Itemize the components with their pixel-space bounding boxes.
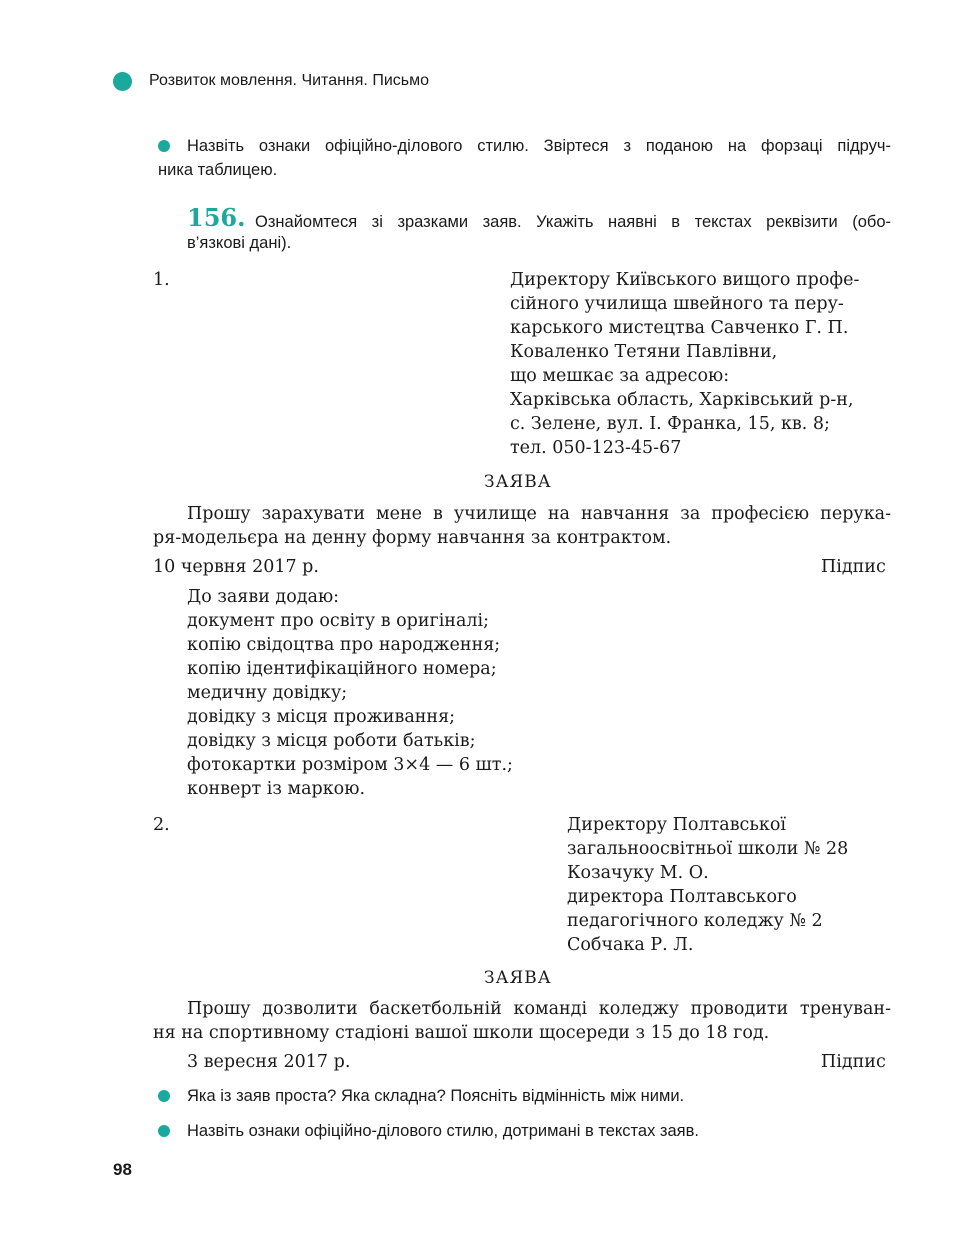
addressee-line: Директору Київського вищого профе- (510, 270, 860, 290)
bullet-icon (158, 1090, 170, 1102)
statement-2-date: 3 вересня 2017 р. (187, 1052, 351, 1072)
question-1: Яка із заяв проста? Яка складна? Поясніть відмінність між ними. (187, 1087, 685, 1105)
task-text-line-1: Ознайомтеся зі зразками заяв. Укажіть наявні в текстах реквізити (обо- (255, 213, 891, 231)
attachments-intro: До заяви додаю: (187, 587, 340, 607)
statement-1-attachments (187, 585, 513, 801)
task-text-line-2: в’язкові дані). (187, 234, 292, 252)
attachment-item: фотокартки розміром 3×4 — 6 шт.; (187, 755, 513, 775)
section-title: Розвиток мовлення. Читання. Письмо (149, 72, 429, 89)
attachment-item: довідку з місця проживання; (187, 707, 456, 727)
addressee-line: карського мистецтва Савченко Г. П. (510, 318, 849, 338)
statement-2-body-line-2: ня на спортивному стадіоні вашої школи щосереди з 15 до 18 год. (153, 1023, 770, 1043)
statement-1-body-line-1: Прошу зарахувати мене в училище на навчання за професією перука- (187, 504, 891, 524)
attachment-item: копію свідоцтва про народження; (187, 635, 501, 655)
statement-1-number: 1. (153, 270, 170, 290)
addressee-line: Собчака Р. Л. (567, 935, 694, 955)
statement-2-title: ЗАЯВА (484, 968, 552, 988)
addressee-line: Козачуку М. О. (567, 863, 709, 883)
attachment-item: медичну довідку; (187, 683, 348, 703)
section-marker-icon (113, 72, 132, 91)
addressee-line: с. Зелене, вул. І. Франка, 15, кв. 8; (510, 414, 830, 434)
addressee-line: Харківська область, Харківський р-н, (510, 390, 854, 410)
task-number: 156. (187, 203, 246, 232)
statement-2-addressee (567, 813, 848, 957)
addressee-line: тел. 050-123-45-67 (510, 438, 682, 458)
page-number: 98 (113, 1160, 132, 1179)
addressee-line: Директору Полтавської (567, 815, 786, 835)
attachment-item: копію ідентифікаційного номера; (187, 659, 497, 679)
intro-bullet-line-2: ника таблицею. (158, 161, 278, 179)
attachment-item: документ про освіту в оригіналі; (187, 611, 490, 631)
intro-bullet-line-1: Назвіть ознаки офіційно-ділового стилю. Звіртеся з поданою на форзаці підруч- (187, 137, 891, 155)
statement-1-title: ЗАЯВА (484, 472, 552, 492)
addressee-line: загальноосвітньої школи № 28 (567, 839, 849, 859)
statement-1-addressee (510, 268, 859, 460)
addressee-line: що мешкає за адресою: (510, 366, 730, 386)
statement-1-date: 10 червня 2017 р. (153, 557, 319, 577)
statement-1-signature: Підпис (821, 557, 886, 577)
statement-1-body-line-2: ря-модельєра на денну форму навчання за контрактом. (153, 528, 672, 548)
addressee-line: сійного училища швейного та перу- (510, 294, 844, 314)
statement-2-signature: Підпис (821, 1052, 886, 1072)
attachment-item: конверт із маркою. (187, 779, 366, 799)
attachment-item: довідку з місця роботи батьків; (187, 731, 476, 751)
statement-2-body-line-1: Прошу дозволити баскетбольній команді коледжу проводити тренуван- (187, 999, 891, 1019)
bullet-icon (158, 140, 170, 152)
addressee-line: педагогічного коледжу № 2 (567, 911, 823, 931)
addressee-line: Коваленко Тетяни Павлівни, (510, 342, 778, 362)
statement-2-number: 2. (153, 815, 170, 835)
question-2: Назвіть ознаки офіційно-ділового стилю, дотримані в текстах заяв. (187, 1122, 699, 1140)
addressee-line: директора Полтавського (567, 887, 797, 907)
bullet-icon (158, 1125, 170, 1137)
